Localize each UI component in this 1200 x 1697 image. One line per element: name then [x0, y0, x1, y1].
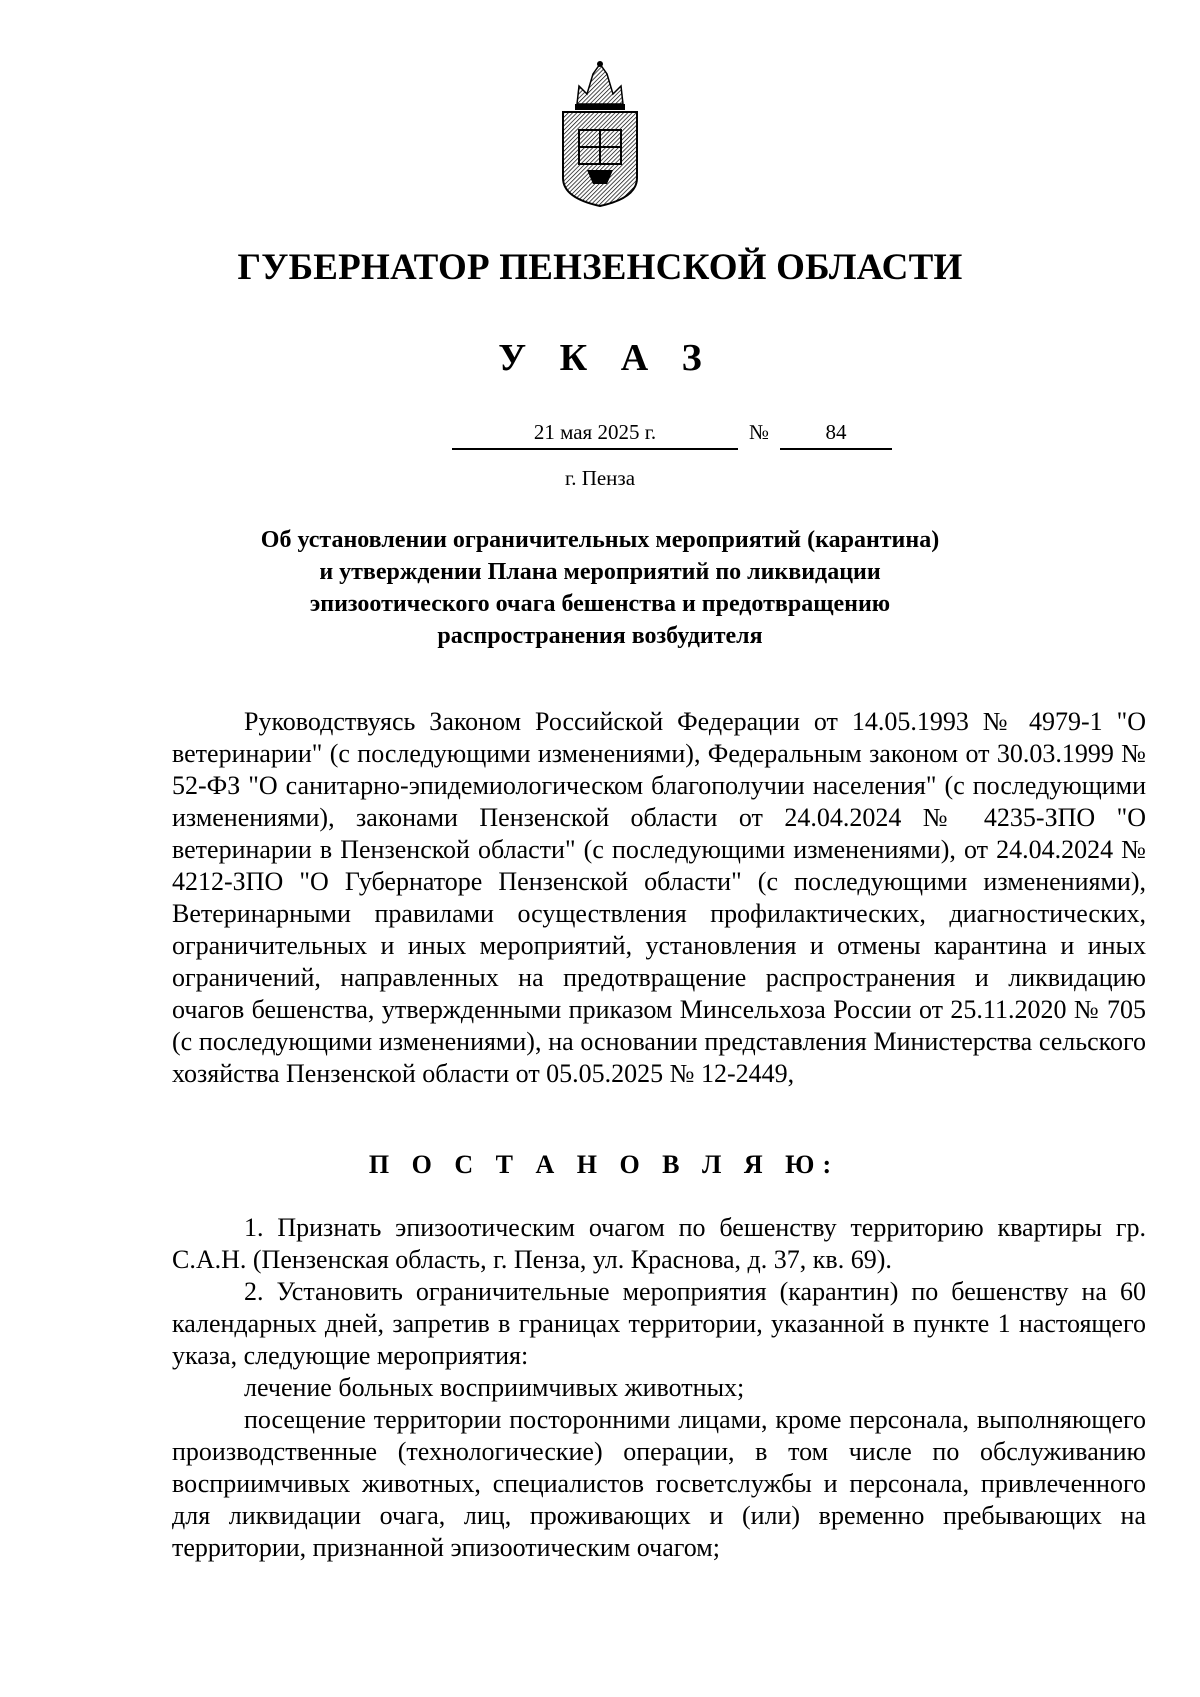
- title-line: распространения возбудителя: [437, 623, 763, 649]
- number-sign: №: [748, 420, 770, 444]
- decree-heading: П О С Т А Н О В Л Я Ю:: [368, 1150, 840, 1179]
- title-line: и утверждении Плана мероприятий по ликвидации: [319, 559, 881, 585]
- issuing-authority: ГУБЕРНАТОР ПЕНЗЕНСКОЙ ОБЛАСТИ: [237, 247, 963, 288]
- title-line: Об установлении ограничительных мероприятий (карантина): [260, 527, 940, 553]
- document-title: [150, 524, 1050, 652]
- preamble-paragraph: Руководствуясь Законом Российской Федерации от 14.05.1993 № 4979-1 "О ветеринарии" (с последующими изменениями), Федеральным законом от 30.03.1999 № 52-ФЗ "О санитарно-эпидемиологическом благополучии населения" (с последующими изменениями), законами Пензенской области от 24.04.2024 № 4235-ЗПО "О ветеринарии в Пензенской области" (с последующими изменениями), от 24.04.2024 № 4212-ЗПО "О Губернаторе Пензенской области" (с последующими изменениями), Ветеринарными правилами осуществления профилактических, диагностических, ограничительных и иных мероприятий, установления и отмены карантина и иных ограничений, направленных на предотвращение распространения и ликвидацию очагов бешенства, утвержденными приказом Минсельхоза России от 25.11.2020 № 705 (с последующими изменениями), на основании представления Министерства сельского хозяйства Пензенской области от 05.05.2025 № 12-2449,: [172, 707, 1146, 1088]
- document-type: У К А З: [498, 337, 714, 379]
- title-line: эпизоотического очага бешенства и предотвращению: [309, 591, 891, 617]
- document-city: г. Пенза: [564, 466, 636, 490]
- clause-paragraph: 2. Установить ограничительные мероприятия (карантин) по бешенству на 60 календарных дней, запретив в границах территории, указанной в пункте 1 настоящего указа, следующие мероприятия:: [172, 1277, 1146, 1370]
- decree-clauses: [172, 1212, 1146, 1564]
- coat-of-arms-icon: [557, 60, 643, 210]
- date-number-line: [0, 418, 1200, 452]
- document-date: 21 мая 2025 г.: [452, 418, 738, 450]
- document-number: 84: [780, 418, 892, 450]
- clause-paragraph: 1. Признать эпизоотическим очагом по бешенству территорию квартиры гр. С.А.Н. (Пензенская область, г. Пенза, ул. Краснова, д. 37, кв. 69).: [172, 1213, 1146, 1274]
- clause-paragraph: лечение больных восприимчивых животных;: [244, 1373, 745, 1402]
- clause-paragraph: посещение территории посторонними лицами, кроме персонала, выполняющего производственные (технологические) операции, в том числе по обслуживанию восприимчивых животных, специалистов госветслужбы и персонала, привлеченного для ликвидации очага, лиц, проживающих и (или) временно пребывающих на территории, признанной эпизоотическим очагом;: [172, 1405, 1146, 1562]
